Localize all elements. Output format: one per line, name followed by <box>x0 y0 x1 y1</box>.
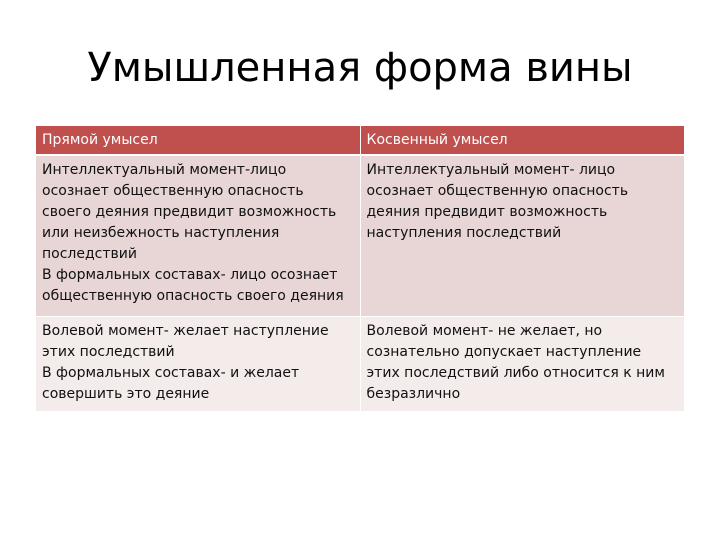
header-indirect-intent: Косвенный умысел <box>360 126 684 155</box>
table-cell: Интеллектуальный момент- лицо осознает общественную опасность деяния предвидит возможность наступления последствий <box>360 155 684 317</box>
table-row <box>36 317 684 412</box>
slide-title: Умышленная форма вины <box>87 45 633 91</box>
table-header-row <box>36 126 684 155</box>
table-cell: Интеллектуальный момент-лицо осознает общественную опасность своего деяния предвидит возможность или неизбежность наступления последствий В формальных составах- лицо осознает общественную опасность своего деяния <box>36 155 360 317</box>
header-direct-intent: Прямой умысел <box>36 126 360 155</box>
table-row <box>36 155 684 317</box>
comparison-table <box>36 126 684 412</box>
table-cell: Волевой момент- желает наступление этих последствий В формальных составах- и желает совершить это деяние <box>36 317 360 412</box>
table-cell: Волевой момент- не желает, но сознательно допускает наступление этих последствий либо относится к ним безразлично <box>360 317 684 412</box>
